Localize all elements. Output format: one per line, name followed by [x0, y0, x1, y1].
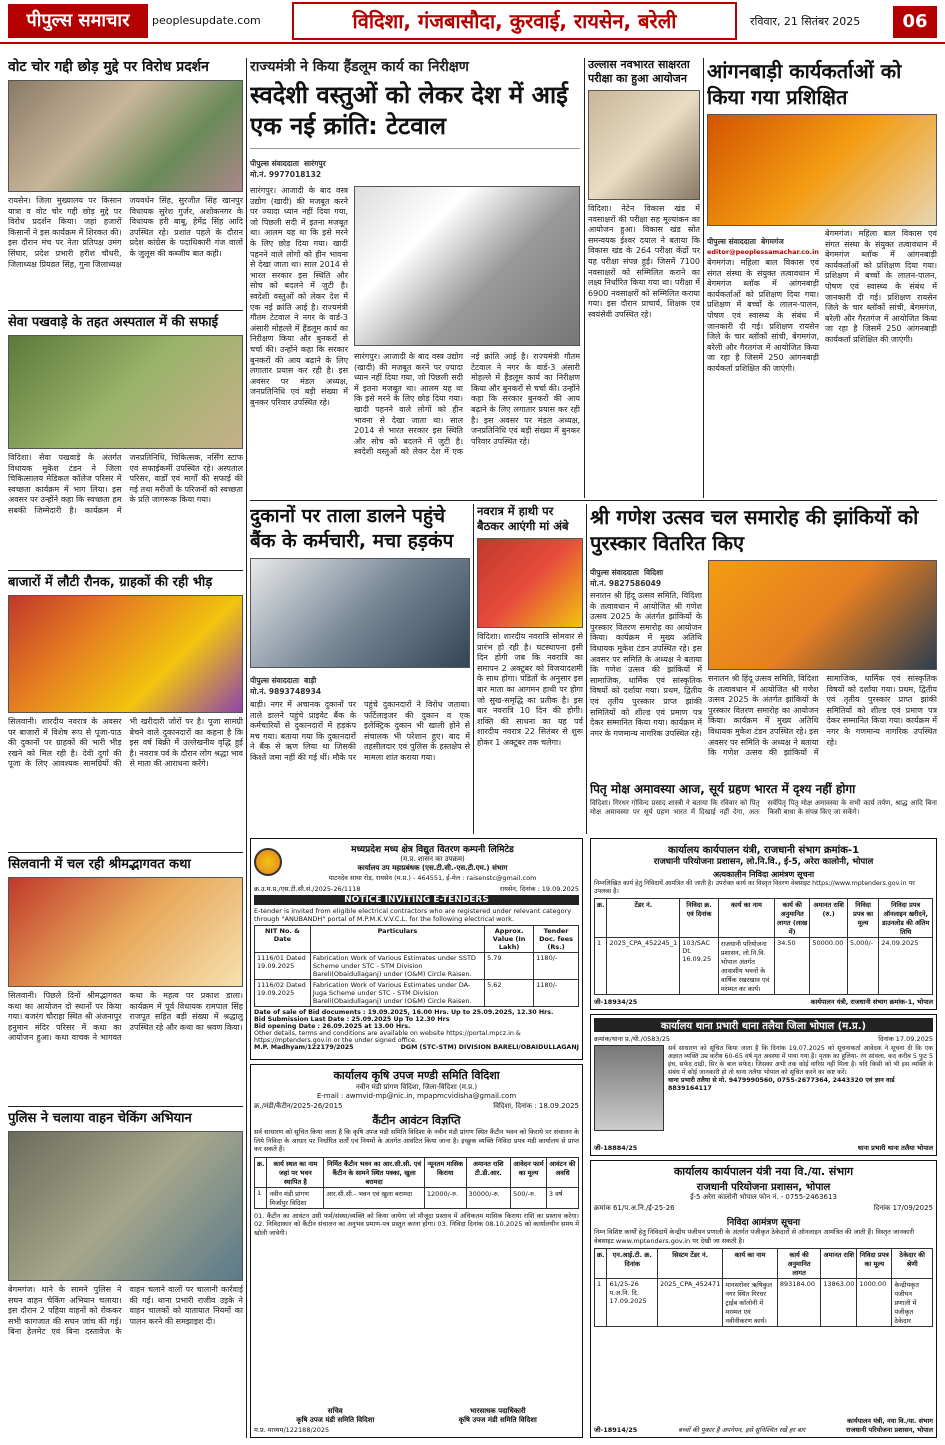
story-headline: वोट चोर गद्दी छोड़ मुद्दे पर विरोध प्रदर्शन	[8, 59, 209, 75]
col-header: अमानत राशि	[821, 1249, 857, 1279]
ad-address: ई-5 अरेरा कालोनी भोपाल फोन नं. - 0755-2463613	[690, 1193, 837, 1201]
story-vote-chor	[8, 58, 243, 308]
ad-sub: राजधानी परियोजना प्रशासन, लो.नि.वि., ई-5, अरेरा कालोनी, भोपाल	[653, 857, 874, 867]
ad-email: E-mail : awmvid-mp@nic.in, mpapmcvidisha@gmail.com	[316, 1092, 517, 1100]
col-header: NIT No. & Date	[255, 926, 311, 953]
ad-heading: निविदा आमंत्रण सूचना	[726, 1218, 801, 1228]
story-headline: पितृ मोक्ष अमावस्या आज, सूर्य ग्रहण भारत में दृश्य नहीं होगा	[590, 782, 856, 796]
ad-date-1: Date of sale of Bid documents : 19.09.2025, 16.00 Hrs. Up to 25.09.2025, 12.30 Hrs.	[254, 1009, 554, 1016]
ad-date-2: Bid Submission Last Date : 25.09.2025 Up To 12.30 Hrs	[254, 1016, 450, 1023]
byline-place: बाड़ी	[304, 676, 317, 685]
ad-sub: (म.प्र. शासन का उपक्रम)	[400, 855, 465, 863]
table-row: 1116/01 Dated 19.09.2025 Fabrication Work of Various Estimates under SSTD Scheme under STC - STM Division Bareli(Obaidullaganj) under (O&M) Circle Raisen. 5.79 1180/-	[255, 953, 579, 980]
ad-title: कार्यालय कार्यपालन यंत्री नया वि./या. संभाग	[673, 1165, 854, 1178]
ad-date: विदिशा, दिनांक : 18.09.2025	[493, 1102, 579, 1110]
story-headline: सेवा पखवाड़े के तहत अस्पताल में की सफाई	[8, 315, 218, 330]
col-header: निविदा प्रपत्र का मूल्य	[857, 1249, 892, 1279]
story-bank-dukan	[250, 504, 470, 834]
table-row: 1 2025_CPA_452245_1 103/SAC Dt. 16.09.25 राजधानी परियोजना प्रशासन, लो.नि.वि. भोपाल अंतर्गत आवासीय भवनों के वार्षिक रखरखाव एवं मरम्मत का कार्य। 34.50 50000.00 5,000/- 24.09.2025	[595, 938, 933, 995]
byline-label: पीपुल्स संवाददाता	[707, 237, 756, 246]
story-seva-pakhwada	[8, 314, 243, 568]
story-body: विदिशा। गिरधर गोविन्द प्रसाद शास्त्री ने बताया कि रविवार को पितृ मोक्ष अमावस्या पर सूर्य ग्रहण भारत में दिखाई नहीं देगा, अतः सर्वपितृ पितृ मोक्ष अमावस्या के सभी कार्य तर्पण, श्राद्ध आदि बिना किसी बाधा के संपन्न किए जा सकेंगे।	[590, 799, 937, 816]
story-navratri	[477, 504, 583, 834]
story-body: विदिशा। शारदीय नवरात्रि सोमवार से प्रारंभ हो रही है। घटस्थापना इसी दिन होगी जब कि नवरात्रि का समापन 2 अक्टूबर को विजयादशमी के साथ होगा। पंडितों के अनुसार इस बार माता का आगमन हाथी पर होगा जो सुख-समृद्धि का प्रतीक है। इस बार नवरात्रि 10 दिन की होगी। शक्ति की साधना का यह पर्व शारदीय नवरात्र 22 सितंबर से शुरू होकर 1 अक्टूबर तक चलेगा।	[477, 632, 583, 747]
sign-officer: भारसाधक पदाधिकारी	[469, 1407, 526, 1415]
website-link[interactable]: peoplesupdate.com	[152, 14, 261, 27]
col-header: निविदा प्रपत्र का मूल्य	[847, 899, 878, 938]
col-header: आवंटन की अवधि	[546, 1157, 578, 1187]
byline-place: बेगमगंज	[761, 237, 784, 246]
col-header: Particulars	[310, 926, 484, 953]
story-headline: नवरात्र में हाथी पर बैठकर आएंगी मां अंबे	[477, 504, 569, 533]
sign-secretary: सचिव	[327, 1407, 343, 1415]
ad-raj-pariyojna	[590, 1160, 937, 1438]
ad-ref: क्र./मंडी/कैंटीन/2025-26/2015	[254, 1102, 343, 1110]
ad-title: कार्यालय थाना प्रभारी थाना तलैया जिला भोपाल (म.प्र.)	[594, 1018, 933, 1032]
pwd-table	[594, 898, 933, 995]
col-header: Approx. Value (In Lakh)	[485, 926, 534, 953]
col-header: क्र.	[595, 899, 607, 938]
ad-body: सर्व साधारण को सूचित किया जाता है कि कृषि उपज मंडी समिति विदिशा के नवीन मंडी प्रांगण स्थित कैंटीन भवन को किराये पर संचालन के लिये निविदा के आधार पर निर्धारित शर्तों एवं नियमों के अंतर्गत आवंटित किया जाना है। इच्छुक व्यक्ति निविदा प्रपत्र मंडी कार्यालय से प्राप्त कर सकते हैं।	[254, 1128, 579, 1153]
ad-office: कार्यालय उप महाप्रबंधक (एस.टी.सी.-एस.टी.एम.) संभाग	[357, 864, 508, 872]
table-row: 1 61/25-26 प.अ.नि. दि. 17.09.2025 2025_CPA_452471 मानसरोवर ऋषिकुल नगर स्थित गिरधर ट्राईब कॉलोनी में मरम्मत एवं नवीनीकरण कार्य। 893184.00 13863.00 1000.00 केन्द्रीयकृत पंजीयन प्रणाली में पंजीकृत ठेकेदार	[595, 1279, 933, 1327]
story-saksharta	[588, 58, 700, 498]
col-header: कार्य की अनुमानित लागत	[777, 1249, 821, 1279]
story-headline: पुलिस ने चलाया वाहन चेकिंग अभियान	[8, 1111, 192, 1126]
story-body: विदिशा। सेवा पखवाड़े के अंतर्गत विधायक मुकेश टंडन ने जिला चिकित्सालय मेडिकल कॉलेज परिसर में स्वच्छता कार्यक्रम में भाग लिया। इस अवसर पर उन्होंने कहा कि स्वच्छता हम सबकी जिम्मेदारी है। कार्यक्रम में जनप्रतिनिधि, चिकित्सक, नर्सिंग स्टाफ एवं सफाईकर्मी उपस्थित रहे। अस्पताल परिसर, वार्डों एवं मार्गों की सफाई की गई तथा मरीजों के परिजनों को स्वच्छता के प्रति जागरूक किया गया।	[8, 453, 243, 515]
discom-logo-icon	[254, 848, 282, 876]
ad-body: निम्न विशिष्ट कार्यों हेतु निविदायें केन्द्रीय पंजीयन प्रणाली के अंतर्गत पंजीकृत ठेकेदारों से ऑनलाइन आमंत्रित की जाती हैं। विस्तृत जानकारी वेबसाइट www.mptenders.gov.in पर देखी जा सकती है।	[594, 1228, 915, 1245]
story-body: सिलवानी। शारदीय नवरात्र के अवसर पर बाजारों में विशेष रूप से पूजा-पाठ की दुकानों पर ग्राहकों की भारी भीड़ रखने को मिल रही है। देवी दुर्गा की पूजा के लिए आवश्यक सामग्रियों की भी खरीदारी जोरों पर है। पूजा सामग्री बेचने वाले दुकानदारों का कहना है कि इस वर्ष बिक्री में उल्लेखनीय वृद्धि हुई है। नवरात्र पर्व के दौरान लोग श्रद्धा भाव से माता की आराधना करेंगे।	[8, 717, 243, 769]
col-header: निविदा क्र. एवं दिनांक	[680, 899, 719, 938]
story-body: बाड़ी। नगर में अचानक दुकानों पर ताले डालने पहुंचे प्राइवेट बैंक के कर्मचारियों से दुकानदारों में हड़कंप मच गया। बताया गया कि दुकानदारों ने बैंक से ऋण लिया था जिसकी किश्तें जमा नहीं की गई थीं। मौके पर पहुंचे दुकानदारों ने विरोध जताया। फर्टिलाइजर की दुकान व एक इलेक्ट्रिक दुकान भी खाली होने से संचालक भी परेशान हुए। बाद में तहसीलदार एवं पुलिस के हस्तक्षेप से मामला शांत कराया गया।	[250, 700, 470, 762]
col-header: कार्य स्थल का नाम जहां पर भवन स्थापित है	[267, 1157, 324, 1187]
story-body: सारंगपुर। आजादी के बाद वस्त्र उद्योग (खादी) की मजबूत करने पर ज्यादा ध्यान नहीं दिया गया, जो पिछली सदी में इतना मजबूत था। आलम यह था कि इसे मरने के लिए छोड़ दिया गया। खादी पहनने वाले लोगों को हीन भावना से देखा जाता था। साल 2014 से भारत सरकार इस स्थिति और सोच को बदलने में जुटी है। स्वदेशी वस्तुओं को लेकर देश में एक नई क्रांति आई है। राज्यमंत्री गौतम टेटवाल ने नगर के वार्ड-3 अंसारी मोहल्ले में हैंडलूम कार्य का निरीक्षण किया और बुनकरों से चर्चा की। उन्होंने कहा कि सरकार बुनकरों की आय बढ़ाने के लिए लगातार प्रयास कर रही है। इस अवसर पर मंडल अध्यक्ष, जनप्रतिनिधि एवं बड़ी संख्या में बुनकर परिवार उपस्थित रहे।	[250, 186, 348, 407]
story-vahan-checking	[8, 1110, 243, 1438]
col-header: न्यूनतम मासिक किराया	[424, 1157, 466, 1187]
ad-sign-2: राजधानी परियोजना प्रशासन, भोपाल	[846, 1426, 933, 1434]
ad-sign: कार्यपालन यंत्री, राजधानी संभाग क्रमांक-1, भोपाल	[810, 998, 933, 1006]
ad-ref: क्रमांक/थाना प्र./थी./0583/25	[594, 1035, 670, 1043]
col-header: एन.आई.टी. क्र. दिनांक	[607, 1249, 658, 1279]
story-headline: बाजारों में लौटी रौनक, ग्राहकों की रही भीड़	[8, 575, 213, 590]
story-bhagwat-katha	[8, 856, 243, 1106]
col-header: कार्य का नाम	[718, 899, 774, 938]
story-body-2: सनातन श्री हिंदू उत्सव समिति, विदिशा के तत्वावधान में आयोजित श्री गणेश उत्सव 2025 के अंतर्गत झांकियों के पुरस्कार वितरण समारोह का आयोजन किया। कार्यक्रम में मुख्य अतिथि विधायक मुकेश टंडन उपस्थित रहे। इस अवसर पर समिति के अध्यक्ष ने बताया कि गणेश उत्सव की झांकियों में सामाजिक, धार्मिक एवं सांस्कृतिक विषयों को दर्शाया गया। प्रथम, द्वितीय एवं तृतीय पुरस्कार प्राप्त झांकी समितियों को शील्ड एवं प्रमाण पत्र देकर सम्मानित किया गया। कार्यक्रम में नगर के गणमान्य नागरिक उपस्थित रहे।	[708, 674, 937, 758]
tender-table	[254, 925, 579, 1007]
training-photo	[707, 114, 937, 226]
story-anganwadi	[707, 58, 937, 498]
cleanup-photo	[8, 335, 243, 449]
story-headline: आंगनबाड़ी कार्यकर्ताओं को किया गया प्रशिक्षित	[707, 59, 902, 109]
pariyojna-table	[594, 1248, 933, 1327]
ad-conditions: 01. कैंटीन का आवंटन उसी फर्म/संस्था/व्यक्ति को किया जायेगा जो मौजूदा प्रस्ताव में अधिकतम मासिक किराया राशि का प्रस्ताव करेगा। 02. निविदाकार को कैंटीन संचालन का अनुभव प्रमाण-पत्र प्रस्तुत करना होगा। 03. निविदा दिनांक 08.10.2025 को कार्यालयीन समय में खोली जावेगी।	[254, 1211, 579, 1237]
prize-photo	[708, 560, 937, 670]
issue-date: रविवार, 21 सितंबर 2025	[750, 15, 861, 28]
reporter-mobile: मो.नं. 9893748934	[250, 687, 322, 696]
story-body-2: सारंगपुर। आजादी के बाद वस्त्र उद्योग (खादी) की मजबूत करने पर ज्यादा ध्यान नहीं दिया गया, जो पिछली सदी में इतना मजबूत था। आलम यह था कि इसे मरने के लिए छोड़ दिया गया। खादी पहनने वाले लोगों को हीन भावना से देखा जाता था। साल 2014 से भारत सरकार इस स्थिति और सोच को बदलने में जुटी है। स्वदेशी वस्तुओं को लेकर देश में एक नई क्रांति आई है। राज्यमंत्री गौतम टेटवाल ने नगर के वार्ड-3 अंसारी मोहल्ले में हैंडलूम कार्य का निरीक्षण किया और बुनकरों से चर्चा की। उन्होंने कहा कि सरकार बुनकरों की आय बढ़ाने के लिए लगातार प्रयास कर रही है। इस अवसर पर मंडल अध्यक्ष, जनप्रतिनिधि एवं बड़ी संख्या में बुनकर परिवार उपस्थित रहे।	[354, 352, 580, 457]
canteen-table	[254, 1157, 579, 1209]
ad-date-3: Bid opening Date : 26.09.2025 at 13.00 Hrs.	[254, 1023, 411, 1030]
ad-body: निम्नलिखित कार्य हेतु निविदायें आमंत्रित की जाती है। उपरोक्त कार्य का विस्तृत विवरण वेबसाइट https://www.mptenders.gov.in पर उपलब्ध है।	[594, 880, 915, 895]
ad-footer: Other details, terms and conditions are available on website https://portal.mpcz.in & https://mptenders.gov.in or the under signed office.	[254, 1030, 521, 1044]
ad-pwd-tender	[590, 838, 937, 1010]
story-body: विदिशा। नेटेन विकास खंड में नवसाक्षरों की परीक्षा सह मूल्यांकन का आयोजन हुआ। विकास खंड स्रोत समन्वयक ईश्वर दयाल ने बताया कि विकास खंड के 264 परीक्षा केंद्रों पर यह परीक्षा संपन्न हुई। जिसमें 7100 नवसाक्षरों को सम्मिलित कराने का लक्ष्य निर्धारित किया गया था। परीक्षा में 6900 नवसाक्षरों को सम्मिलित कराया गया। इस दौरान प्राचार्य, शिक्षक एवं स्वयंसेवी उपस्थित रहे।	[588, 204, 700, 319]
story-body: सनातन श्री हिंदू उत्सव समिति, विदिशा के तत्वावधान में आयोजित श्री गणेश उत्सव 2025 के अंतर्गत झांकियों के पुरस्कार वितरण समारोह का आयोजन किया। कार्यक्रम में मुख्य अतिथि विधायक मुकेश टंडन उपस्थित रहे। इस अवसर पर समिति के अध्यक्ष ने बताया कि गणेश उत्सव की झांकियों में सामाजिक, धार्मिक एवं सांस्कृतिक विषयों को दर्शाया गया। प्रथम, द्वितीय एवं तृतीय पुरस्कार प्राप्त झांकी समितियों को शील्ड एवं प्रमाण पत्र देकर सम्मानित किया गया। कार्यक्रम में नगर के गणमान्य नागरिक उपस्थित रहे।	[590, 591, 702, 738]
byline-place: विदिशा	[644, 568, 664, 577]
protest-photo	[8, 80, 243, 192]
police-photo	[8, 1131, 243, 1281]
ad-electricity-tender	[250, 838, 583, 1060]
story-body: सिलवानी। पिछले दिनों श्रीमद्भागवत कथा का आयोजन दो स्थानों पर किया गया। बजरंग चौराहा स्थित श्री अंजनापुर हनुमान मंदिर परिसर में कथा का आयोजन हुआ। कथा वाचक ने भागवत कथा के महत्व पर प्रकाश डाला। कार्यक्रम में पूर्व विधायक रामपाल सिंह राजपूत सहित बड़ी संख्या में श्रद्धालु उपस्थित रहे और कथा का श्रवण किया।	[8, 991, 243, 1043]
masthead	[0, 0, 945, 44]
byline-place: सारंगपुर	[304, 159, 326, 168]
reporter-mobile: मो.नं. 9977018132	[250, 170, 322, 179]
ad-sign: कार्यपालन यंत्री, नया वि./या. संभाग	[847, 1417, 933, 1425]
ad-mp: म.प्र. माध्यम/122188/2025	[254, 1426, 330, 1434]
col-header: ठेकेदार की श्रेणी	[892, 1249, 933, 1279]
ad-heading: NOTICE INVITING E-TENDERS	[254, 895, 579, 905]
ad-title: कार्यालय कृषि उपज मण्डी समिति विदिशा	[333, 1069, 500, 1082]
ad-date: दिनांक 17.09.2025	[878, 1035, 933, 1043]
col-header: अमानत राशि (रु.)	[810, 899, 848, 938]
col-header: क्र.	[255, 1157, 267, 1187]
byline-label: पीपुल्स संवाददाता	[250, 159, 299, 168]
story-headline: दुकानों पर ताला डालने पहुंचे बैंक के कर्मचारी, मचा हड़कंप	[250, 505, 454, 552]
handloom-photo	[354, 186, 580, 346]
ad-company: मध्यप्रदेश मध्य क्षेत्र विद्युत वितरण कम्पनी लिमिटेड	[351, 845, 514, 855]
ad-date: दिनांक 17/09/2025	[873, 1204, 933, 1212]
col-header: निविदा प्रपत्र ऑनलाइन खरीदने, डाउनलोड की अंतिम तिथि	[879, 899, 933, 938]
byline	[250, 148, 580, 180]
ad-title: कार्यालय कार्यपालन यंत्री, राजधानी संभाग क्रमांक-1	[667, 845, 860, 856]
ad-ref: क्रमांक 61/प.अ.नि./ई-25-26	[594, 1204, 675, 1212]
ad-sign: थाना प्रभारी	[857, 1144, 886, 1152]
region-banner: विदिशा, गंजबासौदा, कुरवाई, रायसेन, बरेली	[292, 2, 737, 40]
ad-phone: थाना प्रभारी तलैया से मो. 9479990560, 0755-2677364, 2443320 एवं ज्ञान वार्ड 8839164117	[668, 1077, 895, 1092]
page-number: 06	[893, 6, 937, 38]
col-header: टेंडर नं.	[607, 899, 680, 938]
ad-sub: राजधानी परियोजना प्रशासन, भोपाल	[696, 1182, 831, 1193]
col-header: आवेदन फार्म का मूल्य	[511, 1157, 547, 1187]
durga-photo	[477, 538, 583, 628]
story-swadeshi	[250, 58, 580, 498]
ad-heading: कैंटीन आवंटन विज्ञप्ति	[372, 1114, 461, 1127]
ad-slogan: बच्चों की पुकार है अपनेपन, इसे सुनिश्चित रखें हर बार	[678, 1426, 806, 1434]
story-headline: सिलवानी में चल रही श्रीमद्भागवत कथा	[8, 857, 191, 872]
col-header: Tender Doc. fees (Rs.)	[534, 926, 579, 953]
story-headline: श्री गणेश उत्सव चल समारोह की झांकियों को पुरस्कार वितरित किए	[590, 505, 919, 555]
story-body: बेगमगंज। थाने के सामने पुलिस ने सघन वाहन चेकिंग अभियान चलाया। इस दौरान 2 पहिया वाहनों को रोककर सभी कागजात की सघन जांच की गई। बिना हेलमेट एवं बिना दस्तावेज के वाहन चलाने वालों पर चालानी कार्रवाई की गई। थाना प्रभारी राजीव उइके ने वाहन चालकों को यातायात नियमों का पालन करने की समझाइश दी।	[8, 1285, 243, 1337]
col-header: कार्य का नाम	[723, 1249, 777, 1279]
reporter-mobile: मो.नं. 9827586049	[590, 579, 662, 588]
story-pitru-moksh	[590, 782, 937, 834]
newspaper-logo[interactable]: पीपुल्स समाचार	[8, 4, 148, 38]
story-bazar	[8, 574, 243, 850]
market-photo	[8, 595, 243, 713]
katha-photo	[8, 877, 243, 987]
ad-address: पाटनदेव साथा रोड, रायसेन (म.प्र.) - 464551, ई-मेल : raisenstc@gmail.com	[328, 874, 537, 882]
ad-police-notice	[590, 1014, 937, 1156]
story-kicker: राज्यमंत्री ने किया हैंडलूम कार्य का निरीक्षण	[250, 59, 469, 75]
col-header: क्र.	[595, 1249, 607, 1279]
byline-label: पीपुल्स संवाददाता	[590, 568, 639, 577]
exam-photo	[588, 90, 700, 200]
col-header: कार्य की अनुमानित लागत (लाख में)	[775, 899, 810, 938]
bank-photo	[250, 558, 470, 668]
ad-sign-2: थाना तलैया भोपाल	[887, 1144, 933, 1152]
editor-email[interactable]: editor@peoplessamachar.co.in	[707, 248, 819, 256]
byline-label: पीपुल्स संवाददाता	[250, 676, 299, 685]
ad-body: सर्व साधारण को सूचित किया जाता है कि दिनांक 19.07.2025 को सूचनाकर्ता आवेदक ने सूचना दी कि एक अज्ञात व्यक्ति उम्र करीब 60-65 वर्ष मृत अवस्था में पाया गया है। मृतक का हुलिया- रंग सांवला, कद करीब 5 फुट 5 इंच, सफेद दाढ़ी, सिर के बाल सफेद। जिसका अभी तक कोई वारिस नहीं मिला है। यदि किसी को भी इस व्यक्ति के संबंध में कोई जानकारी हो तो थाना तलैया भोपाल को सूचित करने का कष्ट करें।	[668, 1045, 933, 1076]
story-headline: उल्लास नवभारत साक्षरता परीक्षा का हुआ आयोजन	[588, 58, 690, 85]
col-header: निर्मित कैंटीन भवन का आर.सी.सी. एवं कैंटीन के सामने स्थित पक्का, खुला बरामदा	[324, 1157, 425, 1187]
story-body-2: बेगमगंज। महिला बाल विकास एवं संगत संस्था के संयुक्त तत्वावधान में बेगमगंज ब्लॉक में आंगनबाड़ी कार्यकर्ताओं को प्रशिक्षण दिया गया। प्रशिक्षण में बच्चों के लालन-पालन, पोषण एवं स्वास्थ्य के संबंध में जानकारी दी गई। प्रशिक्षण रायसेन जिले के चार ब्लॉकों सांची, बेगमगंज, बरेली और गैरतगंज में आयोजित किया जा रहा है जिसमें 250 आंगनबाड़ी कार्यकर्ता प्रशिक्षित की जाएंगी।	[825, 229, 937, 344]
ad-address: नवीन मंडी प्रांगण विदिशा, जिला-विदिशा (म.प्र.)	[355, 1083, 478, 1091]
ad-intro: E-tender is invited from eligible electrical contractors who are registered under relevant category through "ANUBANDH" portal of M.P.M.K.V.V.C.L. for the following electrical work.	[254, 907, 572, 923]
story-body: रायसेन। जिला मुख्यालय पर किसान यात्रा व वोट चोर गद्दी छोड़ मुद्दे पर विरोध प्रदर्शन किया। जहां हजारों किसानों ने इस कार्यक्रम में शिरकत की। इस दौरान मंच पर नेता प्रतिपक्ष उमंग सिंघार, प्रदेश प्रभारी हरीश चौधरी, जिलाध्यक्ष प्रियव्रत सिंह, गुना जिलाध्यक्ष जयवर्धन सिंह, सुरजीत सिंह खानपुर विधायक सुरेश गुर्जर, अशोकनगर के विधायक हरी बाबू, हेमेंद्र सिंह आदि उपस्थित रहे। प्रशांत पहले के दौरान प्रदेश कांग्रेस के पदाधिकारी गंज वालों के जुलूस की कब्जीय बात कही।	[8, 196, 243, 269]
ad-mp: जी-18914/25	[594, 1426, 638, 1434]
ad-heading: अत्यकालीन निविदा आमंत्रण सूचना	[712, 870, 815, 879]
story-body: बेगमगंज। महिला बाल विकास एवं संगत संस्था के संयुक्त तत्वावधान में बेगमगंज ब्लॉक में आंगनबाड़ी कार्यकर्ताओं को प्रशिक्षण दिया गया। प्रशिक्षण में बच्चों के लालन-पालन, पोषण एवं स्वास्थ्य के संबंध में जानकारी दी गई। प्रशिक्षण रायसेन जिले के चार ब्लॉकों सांची, बेगमगंज, बरेली और गैरतगंज में आयोजित किया जा रहा है जिसमें 250 आंगनबाड़ी कार्यकर्ता प्रशिक्षित की जाएंगी।	[707, 258, 819, 373]
sign-secretary-org: कृषि उपज मंडी समिति विदिशा	[296, 1416, 375, 1424]
sign-officer-org: कृषि उपज मंडी समिति विदिशा	[458, 1416, 537, 1424]
ad-sign: DGM (STC-STM) DIVISION BARELI/OBAIDULLAGANJ	[400, 1044, 579, 1051]
table-row: 1116/02 Dated 19.09.2025 Fabrication Work of Various Estimates under DA-Juga Scheme under STC - STM Division Bareli(Obaidullaganj) under (O&M) Circle Raisen. 5.62 1180/-	[255, 980, 579, 1007]
deceased-photo	[594, 1045, 664, 1131]
ad-mp: जी-18934/25	[594, 998, 638, 1006]
ad-mp: जी-18884/25	[594, 1144, 638, 1152]
col-header: अमानत राशि टी.डी.आर.	[466, 1157, 511, 1187]
ad-mp: M.P. Madhyam/122179/2025	[254, 1044, 354, 1051]
story-ganesh-utsav	[590, 504, 937, 780]
table-row: 1 नवीन मंडी प्रांगण मिर्जापुर विदिशा आर.सी.सी.- भवन एवं खुला बरामदा 12000/-रु. 30000/-रु. 500/-रु. 3 वर्ष	[255, 1187, 579, 1208]
story-headline: स्वदेशी वस्तुओं को लेकर देश में आई एक नई क्रांति: टेटवाल	[250, 81, 568, 140]
col-header: सिस्टम टेंडर नं.	[657, 1249, 722, 1279]
ad-ref: क्र.उ.म.प्र./एस.टी.सी.सं./2025-26/1118	[254, 885, 361, 893]
ad-ref-date: रायसेन, दिनांक : 19.09.2025	[499, 885, 579, 893]
ad-mandi-canteen	[250, 1064, 583, 1438]
